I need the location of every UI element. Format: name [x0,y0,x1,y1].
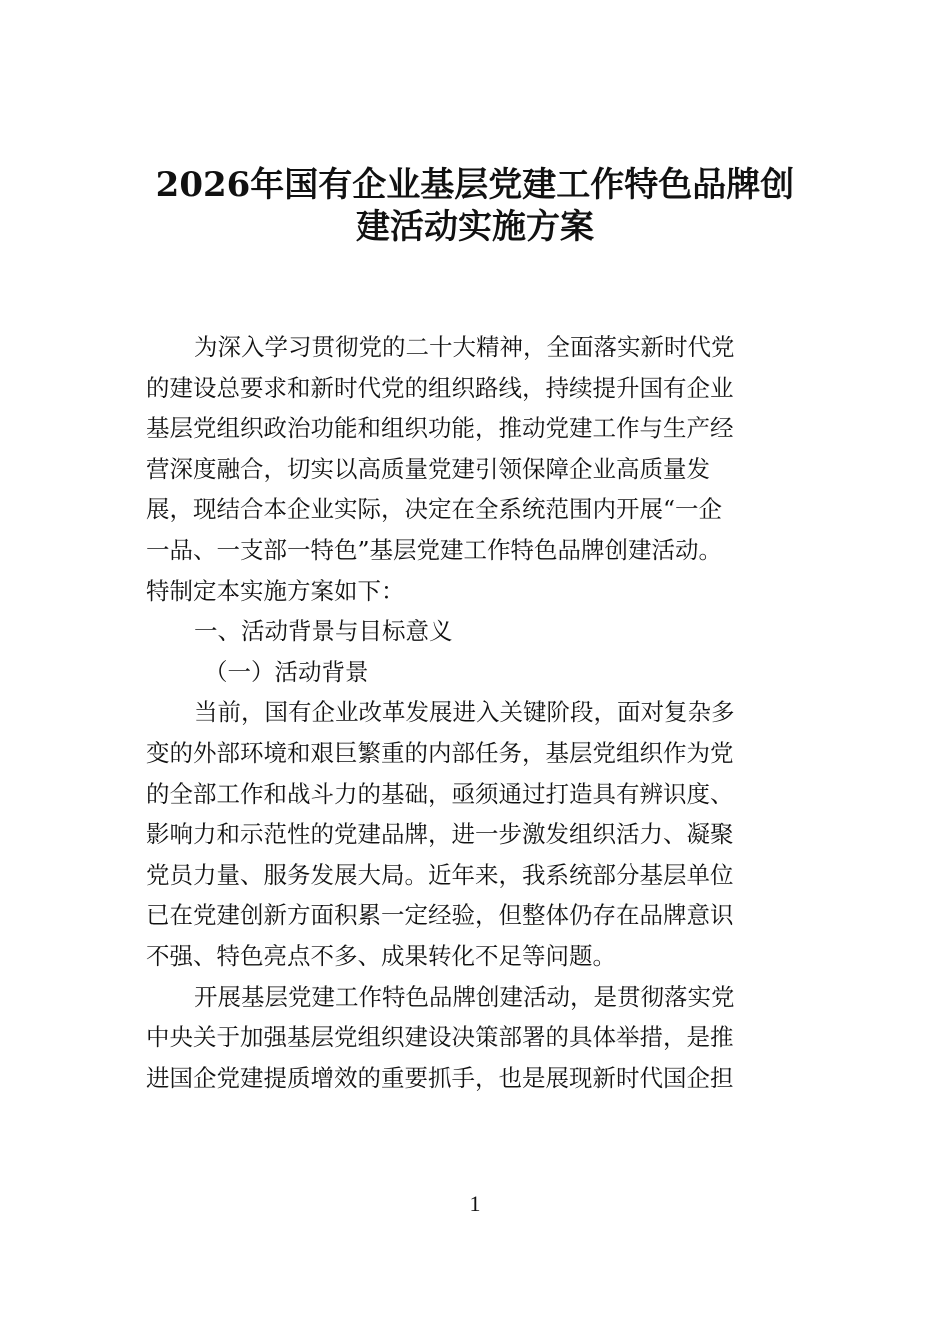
background-line: 党员力量、服务发展大局。近年来，我系统部分基层单位 [146,860,734,889]
page-number: 1 [469,1191,481,1216]
background-line: 已在党建创新方面积累一定经验，但整体仍存在品牌意识 [146,901,734,930]
background-line: 当前，国有企业改革发展进入关键阶段，面对复杂多 [194,698,735,727]
document-title-line-1: 2026年国有企业基层党建工作特色品牌创 [155,165,795,205]
intro-line: 基层党组织政治功能和组织功能，推动党建工作与生产经 [146,414,734,443]
document-body [146,327,806,1098]
intro-line: 特制定本实施方案如下： [146,576,405,605]
significance-line: 开展基层党建工作特色品牌创建活动，是贯彻落实党 [194,982,735,1011]
background-line: 不强、特色亮点不多、成果转化不足等问题。 [146,941,616,970]
intro-line: 一品、一支部一特色”基层党建工作特色品牌创建活动。 [146,535,723,564]
background-line: 影响力和示范性的党建品牌，进一步激发组织活力、凝聚 [146,820,734,849]
document-title-line-2: 建活动实施方案 [356,207,594,247]
intro-line: 展，现结合本企业实际，决定在全系统范围内开展“一企 [146,495,723,524]
subsection-heading: （一）活动背景 [204,657,369,686]
background-line: 变的外部环境和艰巨繁重的内部任务，基层党组织作为党 [146,738,734,767]
background-line: 的全部工作和战斗力的基础，亟须通过打造具有辨识度、 [146,779,734,808]
significance-line: 进国企党建提质增效的重要抓手，也是展现新时代国企担 [146,1063,734,1092]
intro-line: 营深度融合，切实以高质量党建引领保障企业高质量发 [146,454,710,483]
intro-line: 的建设总要求和新时代党的组织路线，持续提升国有企业 [146,373,734,402]
significance-line: 中央关于加强基层党组织建设决策部署的具体举措，是推 [146,1023,734,1052]
intro-line: 为深入学习贯彻党的二十大精神，全面落实新时代党 [194,333,735,361]
section-heading: 一、活动背景与目标意义 [194,617,453,646]
